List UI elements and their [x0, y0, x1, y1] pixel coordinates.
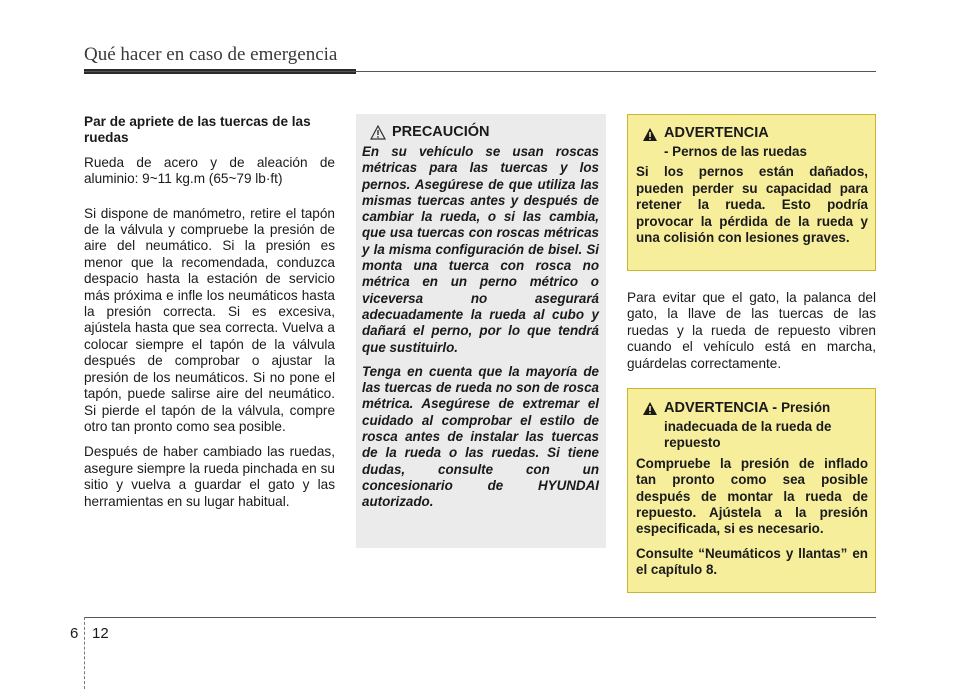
caution-triangle-icon — [370, 125, 386, 140]
warning-paragraph-2: Consulte “Neumáticos y llantas” en el capítulo 8. — [636, 545, 868, 578]
pressure-paragraph: Si dispone de manómetro, retire el tapón de la válvula y compruebe la presión de aire del neumático. Si la presión es menor que la recomendada, conduzca despacio hasta la estación de servicio más próxima e infle los neumáticos hasta la presión correcta. Si es excesiva, ajústela hasta que sea correcta. Vuelva a colocar siempre el tapón de la válvula después de comprobar o ajustar la presión de los neumáticos. Si no pone el tapón, puede salirse aire del neumático. Si pierde el tapón de la válvula, compre otro tan pronto como sea posible. — [84, 205, 335, 434]
caution-box — [356, 114, 606, 548]
warning-title — [664, 399, 830, 417]
left-column — [84, 114, 335, 519]
warning-title-text: ADVERTENCIA - — [664, 400, 778, 416]
torque-spec: Rueda de acero y de aleación de aluminio: 9~11 kg.m (65~79 lb·ft) — [84, 154, 335, 187]
warning-subtitle: - Pernos de las ruedas — [664, 144, 807, 159]
warning-header — [636, 399, 868, 417]
torque-subheading: Par de apriete de las tuercas de las ruedas — [84, 114, 311, 146]
warning-triangle-icon — [642, 127, 658, 142]
warning-subtitle: inadecuada de la rueda de repuesto — [664, 419, 832, 451]
page-header-title: Qué hacer en caso de emergencia — [84, 44, 338, 65]
caution-header — [362, 124, 599, 140]
footer-rule — [84, 617, 876, 618]
header-rule — [84, 71, 876, 72]
caution-paragraph-1: En su vehículo se usan roscas métricas para las tuercas y los pernos. Asegúrese de que utiliza las mismas tuercas antes y después de cambiar la rueda, o si las cambia, que usa tuercas con roscas métricas y la misma configuración de bisel. Si monta una tuerca con rosca no métrica en un perno métrico o viceversa no asegurará adecuadamente la rueda al cubo y dañará el perno, por lo que tendrá que sustituirlo. — [362, 144, 599, 355]
warning-paragraph-1: Compruebe la presión de inflado tan pronto como sea posible después de montar la rueda de repuesto. Ajústela a la presión especificada, si es necesario. — [636, 455, 868, 537]
storage-paragraph: Después de haber cambiado las ruedas, asegure siempre la rueda pinchada en su sitio y vuelva a guardar el gato y las herramientas en su lugar habitual. — [84, 444, 335, 509]
caution-paragraph-2: Tenga en cuenta que la mayoría de las tuercas de rueda no son de rosca métrica. Asegúrese de extremar el cuidado al comprobar el estilo de rosca antes de instalar las tuercas de la rueda o las ruedas. Si tiene dudas, consulte con un concesionario de HYUNDAI autorizado. — [362, 363, 599, 510]
jack-storage-paragraph: Para evitar que el gato, la palanca del gato, la llave de las tuercas de las ruedas y la rueda de repuesto vibren cuando el vehículo está en marcha, guárdelas correctamente. — [627, 290, 876, 371]
warning-header — [636, 125, 868, 142]
warning-triangle-icon — [642, 401, 658, 416]
warning-box-spare-pressure — [627, 388, 876, 593]
page-number: 12 — [92, 625, 109, 642]
warning-subtitle-lead: Presión — [781, 400, 831, 415]
warning-box-wheel-bolts — [627, 114, 876, 271]
warning-title: ADVERTENCIA — [664, 125, 769, 141]
chapter-number: 6 — [70, 625, 79, 642]
caution-title: PRECAUCIÓN — [392, 124, 490, 140]
warning-text: Si los pernos están dañados, pueden perder su capacidad para retener la rueda. Esto podría provocar la pérdida de la rueda y una colisión con lesiones graves. — [636, 164, 868, 246]
footer-divider — [84, 617, 86, 689]
